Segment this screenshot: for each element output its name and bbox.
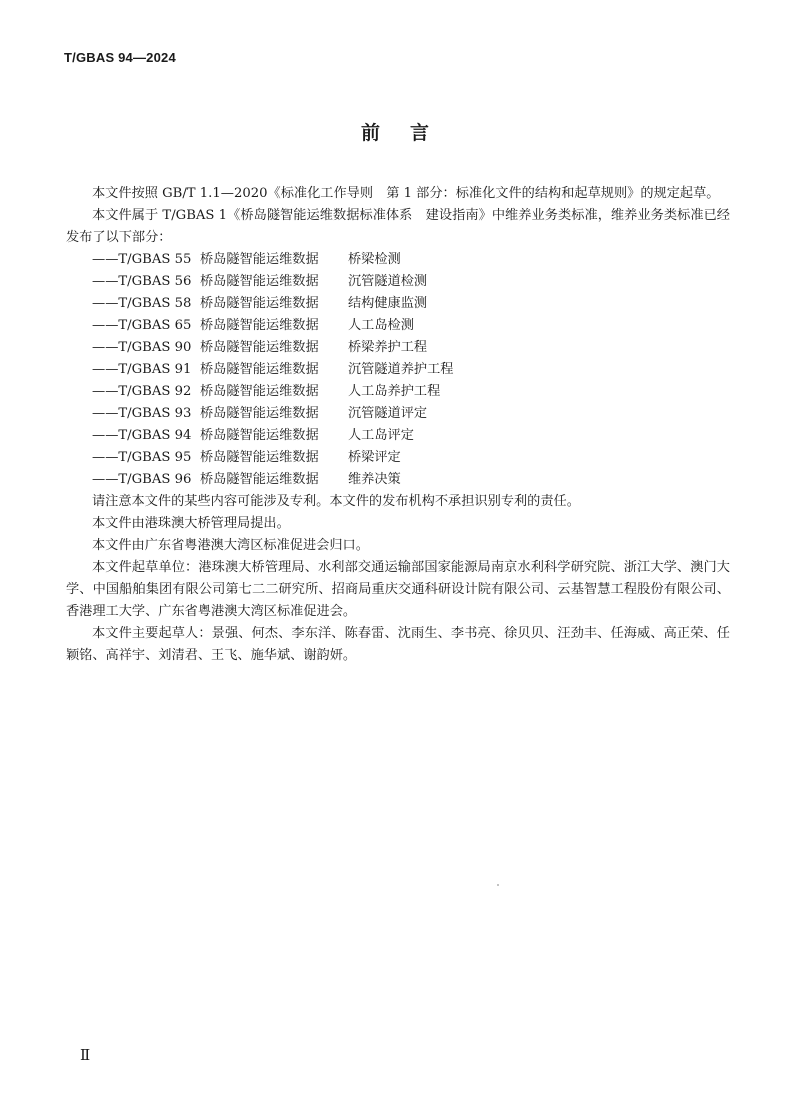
part-code: ——T/GBAS 90 xyxy=(92,340,192,355)
page-number: Ⅱ xyxy=(80,1046,91,1064)
list-item xyxy=(66,293,730,315)
list-item xyxy=(66,447,730,469)
part-code: ——T/GBAS 55 xyxy=(92,252,192,267)
list-item xyxy=(66,403,730,425)
list-item xyxy=(66,271,730,293)
part-subject: 结构健康监测 xyxy=(348,296,428,311)
paragraph-patent: 请注意本文件的某些内容可能涉及专利。本文件的发布机构不承担识别专利的责任。 xyxy=(92,494,580,509)
part-series: 桥岛隧智能运维数据 xyxy=(200,296,319,311)
part-subject: 维养决策 xyxy=(348,472,401,487)
part-series: 桥岛隧智能运维数据 xyxy=(200,428,319,443)
part-subject: 人工岛评定 xyxy=(348,428,414,443)
part-series: 桥岛隧智能运维数据 xyxy=(200,406,319,421)
part-subject: 沉管隧道检测 xyxy=(348,274,428,289)
part-code: ——T/GBAS 92 xyxy=(92,384,192,399)
part-subject: 人工岛检测 xyxy=(348,318,414,333)
part-code: ——T/GBAS 56 xyxy=(92,274,192,289)
part-series: 桥岛隧智能运维数据 xyxy=(200,318,319,333)
part-subject: 桥梁评定 xyxy=(348,450,401,465)
part-code: ——T/GBAS 65 xyxy=(92,318,192,333)
part-code: ——T/GBAS 93 xyxy=(92,406,192,421)
part-code: ——T/GBAS 94 xyxy=(92,428,192,443)
list-item xyxy=(66,337,730,359)
paragraph-basis: 本文件按照 GB/T 1.1—2020《标准化工作导则 第 1 部分：标准化文件的结构和起草规则》的规定起草。 xyxy=(92,186,720,201)
paragraph-drafting-units: 本文件起草单位：港珠澳大桥管理局、水利部交通运输部国家能源局南京水利科学研究院、浙江大学、澳门大学、中国船舶集团有限公司第七二二研究所、招商局重庆交通科研设计院有限公司、云基智慧工程股份有限公司、香港理工大学、广东省粤港澳大湾区标准促进会。 xyxy=(66,560,730,619)
part-subject: 沉管隧道养护工程 xyxy=(348,362,454,377)
part-code: ——T/GBAS 91 xyxy=(92,362,192,377)
list-item xyxy=(66,249,730,271)
list-item xyxy=(66,469,730,491)
part-series: 桥岛隧智能运维数据 xyxy=(200,252,319,267)
part-subject: 沉管隧道评定 xyxy=(348,406,428,421)
part-series: 桥岛隧智能运维数据 xyxy=(200,340,319,355)
part-series: 桥岛隧智能运维数据 xyxy=(200,450,319,465)
part-code: ——T/GBAS 58 xyxy=(92,296,192,311)
part-series: 桥岛隧智能运维数据 xyxy=(200,362,319,377)
scan-speck xyxy=(497,884,499,886)
document-code: T/GBAS 94—2024 xyxy=(64,50,176,65)
list-item xyxy=(66,359,730,381)
part-series: 桥岛隧智能运维数据 xyxy=(200,384,319,399)
paragraph-drafters: 本文件主要起草人：景强、何杰、李东洋、陈春雷、沈雨生、李书亮、徐贝贝、汪劲丰、任海威、高正荣、任颖铭、高祥宇、刘清君、王飞、施华斌、谢韵妍。 xyxy=(66,626,730,663)
list-item xyxy=(66,315,730,337)
paragraph-proposer: 本文件由港珠澳大桥管理局提出。 xyxy=(92,516,290,531)
page-title: 前言 xyxy=(360,122,459,144)
part-code: ——T/GBAS 95 xyxy=(92,450,192,465)
part-subject: 桥梁检测 xyxy=(348,252,401,267)
part-subject: 桥梁养护工程 xyxy=(348,340,428,355)
paragraph-series: 本文件属于 T/GBAS 1《桥岛隧智能运维数据标准体系 建设指南》中维养业务类标准，维养业务类标准已经发布了以下部分： xyxy=(66,208,730,245)
paragraph-centralized: 本文件由广东省粤港澳大湾区标准促进会归口。 xyxy=(92,538,369,553)
foreword-body xyxy=(66,183,730,667)
list-item xyxy=(66,381,730,403)
part-series: 桥岛隧智能运维数据 xyxy=(200,274,319,289)
part-subject: 人工岛养护工程 xyxy=(348,384,441,399)
published-parts-list xyxy=(66,249,730,491)
part-code: ——T/GBAS 96 xyxy=(92,472,192,487)
part-series: 桥岛隧智能运维数据 xyxy=(200,472,319,487)
list-item xyxy=(66,425,730,447)
